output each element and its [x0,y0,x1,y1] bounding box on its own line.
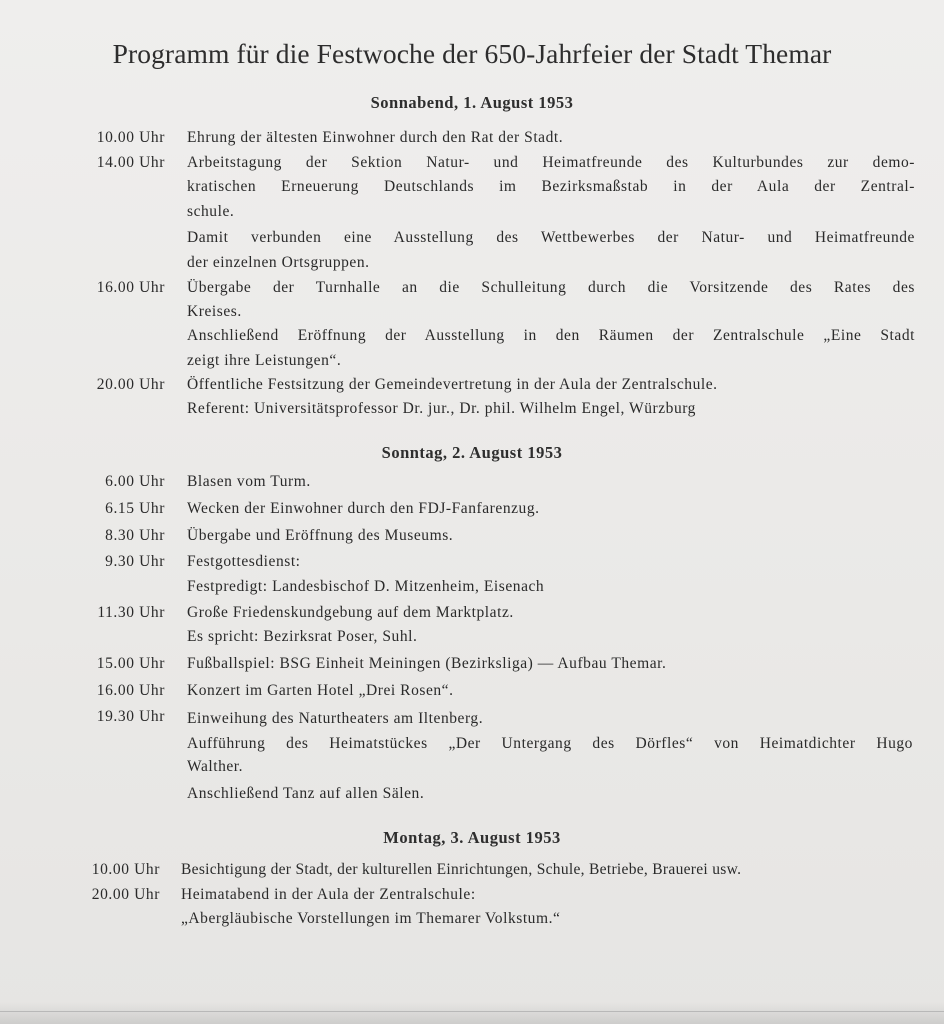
day-heading-sonnabend: Sonnabend, 1. August 1953 [370,93,574,112]
event-text: Kreises. [187,303,242,320]
event-text: Blasen vom Turm. [187,473,311,490]
event-time: 6.00 Uhr [105,473,165,490]
event-text: der einzelnen Ortsgruppen. [187,254,370,271]
event-text: Anschließend Eröffnung der Ausstellung in den Räumen der Zentralschule „Eine Stadt [187,327,915,344]
event-text: Große Friedenskundgebung auf dem Marktplatz. [187,604,514,621]
event-time: 14.00 Uhr [96,154,165,171]
page-edge-shadow [0,1002,944,1024]
event-text: Heimatabend in der Aula der Zentralschule: [181,886,476,903]
day-heading-montag: Montag, 3. August 1953 [383,828,561,847]
event-text: Übergabe der Turnhalle an die Schulleitung durch die Vorsitzende des Rates des [187,279,915,296]
event-text: Wecken der Einwohner durch den FDJ-Fanfarenzug. [187,500,540,517]
event-time: 6.15 Uhr [105,500,165,517]
event-text: Festgottesdienst: [187,553,301,570]
event-text: Ehrung der ältesten Einwohner durch den Rat der Stadt. [187,129,564,146]
event-text: schule. [187,203,235,220]
event-text: Walther. [187,758,244,775]
event-text: Besichtigung der Stadt, der kulturellen Einrichtungen, Schule, Betriebe, Brauerei usw. [181,861,742,878]
event-text: Damit verbunden eine Ausstellung des Wettbewerbes der Natur- und Heimatfreunde [187,229,915,246]
day-heading-sonntag: Sonntag, 2. August 1953 [381,443,563,462]
event-time: 10.00 Uhr [91,861,160,878]
event-time: 9.30 Uhr [105,553,165,570]
event-time: 16.00 Uhr [96,279,165,296]
event-text: „Abergläubische Vorstellungen im Themarer Volkstum.“ [181,910,561,927]
event-text: kratischen Erneuerung Deutschlands im Bezirksmaßstab in der Aula der Zentral- [187,178,915,195]
event-time: 10.00 Uhr [96,129,165,146]
event-text: Übergabe und Eröffnung des Museums. [187,527,454,544]
event-time: 16.00 Uhr [96,682,165,699]
event-time: 20.00 Uhr [91,886,160,903]
event-text: Referent: Universitätsprofessor Dr. jur., Dr. phil. Wilhelm Engel, Würzburg [187,400,696,417]
event-text: Öffentliche Festsitzung der Gemeindevertretung in der Aula der Zentralschule. [187,376,718,393]
event-text: Aufführung des Heimatstückes „Der Untergang des Dörfles“ von Heimatdichter Hugo [187,735,913,752]
event-text: Festpredigt: Landesbischof D. Mitzenheim, Eisenach [187,578,545,595]
event-time: 11.30 Uhr [97,604,165,621]
event-text: Konzert im Garten Hotel „Drei Rosen“. [187,682,454,699]
event-text: Einweihung des Naturtheaters am Iltenberg. [187,710,484,727]
event-time: 8.30 Uhr [105,527,165,544]
event-time: 20.00 Uhr [96,376,165,393]
event-text: Fußballspiel: BSG Einheit Meiningen (Bezirksliga) — Aufbau Themar. [187,655,667,672]
event-text: Es spricht: Bezirksrat Poser, Suhl. [187,628,418,645]
event-text: Anschließend Tanz auf allen Sälen. [187,785,425,802]
page-title: Programm für die Festwoche der 650-Jahrfeier der Stadt Themar [112,38,832,69]
event-time: 19.30 Uhr [96,708,165,725]
event-text: Arbeitstagung der Sektion Natur- und Heimatfreunde des Kulturbundes zur demo- [187,154,915,171]
event-text: zeigt ihre Leistungen“. [187,352,342,369]
event-time: 15.00 Uhr [96,655,165,672]
